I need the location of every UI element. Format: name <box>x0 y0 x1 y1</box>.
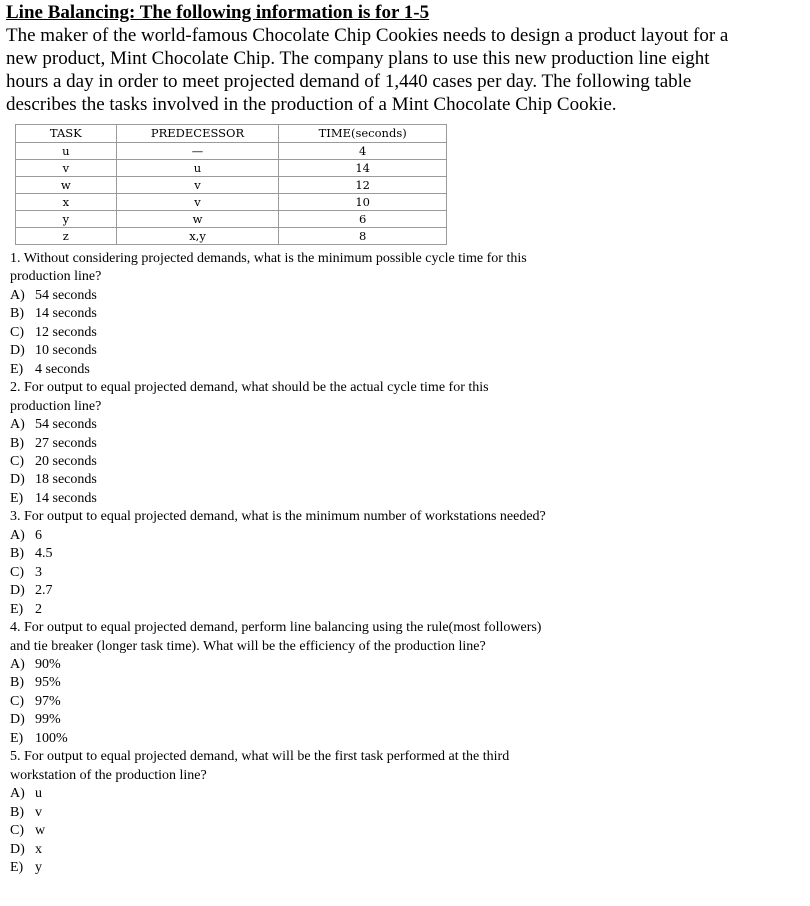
answer-option <box>10 342 650 360</box>
question-text: 2. For output to equal projected demand, what should be the actual cycle time for this <box>10 380 489 396</box>
question-text: 1. Without considering projected demands, what is the minimum possible cycle time for this <box>10 251 527 266</box>
answer-option <box>10 582 650 600</box>
option-letter: E) <box>10 601 24 617</box>
answer-option <box>10 693 650 711</box>
answer-option <box>10 859 650 877</box>
option-text: w <box>35 823 46 839</box>
question-text: production line? <box>10 269 102 285</box>
answer-option <box>10 527 650 545</box>
question-4 <box>10 619 650 748</box>
cell-time: 10 <box>279 194 447 211</box>
answer-option <box>10 656 650 674</box>
answer-option <box>10 711 650 729</box>
table-header-row <box>16 125 447 143</box>
cell-task: x <box>16 194 117 211</box>
option-text: 95% <box>35 675 61 691</box>
option-letter: D) <box>10 712 25 728</box>
question-text: 4. For output to equal projected demand, perform line balancing using the rule(most followers) <box>10 620 542 636</box>
cell-task: z <box>16 228 117 245</box>
option-text: x <box>35 841 42 857</box>
cell-time: 6 <box>279 211 447 228</box>
option-letter: C) <box>10 693 24 709</box>
answer-option <box>10 804 650 822</box>
option-text: v <box>35 804 42 820</box>
table-row <box>16 143 447 160</box>
option-letter: A) <box>10 786 25 802</box>
option-text: 4.5 <box>35 546 53 562</box>
question-5 <box>10 748 650 877</box>
option-text: 3 <box>35 564 42 580</box>
option-letter: B) <box>10 306 24 322</box>
answer-option <box>10 305 650 323</box>
option-text: 27 seconds <box>35 435 97 451</box>
answer-option <box>10 287 650 305</box>
intro-line: The maker of the world-famous Chocolate Chip Cookies needs to design a product layout for a <box>6 25 729 46</box>
option-letter: B) <box>10 804 24 820</box>
answer-option <box>10 435 650 453</box>
cell-predecessor: v <box>116 194 279 211</box>
cell-predecessor: v <box>116 177 279 194</box>
option-text: 14 seconds <box>35 306 97 322</box>
option-letter: D) <box>10 472 25 488</box>
answer-option <box>10 601 650 619</box>
cell-time: 8 <box>279 228 447 245</box>
answer-option <box>10 471 650 489</box>
question-text: and tie breaker (longer task time). What will be the efficiency of the production line? <box>10 638 486 654</box>
option-letter: C) <box>10 453 24 469</box>
option-text: 54 seconds <box>35 417 97 433</box>
answer-option <box>10 453 650 471</box>
option-text: u <box>35 786 42 802</box>
answer-option <box>10 785 650 803</box>
column-header-predecessor: PREDECESSOR <box>116 125 279 143</box>
option-letter: A) <box>10 656 25 672</box>
task-table <box>15 124 447 245</box>
intro-line: describes the tasks involved in the production of a Mint Chocolate Chip Cookie. <box>6 94 617 115</box>
cell-predecessor: x,y <box>116 228 279 245</box>
answer-option <box>10 490 650 508</box>
answer-option <box>10 324 650 342</box>
answer-option <box>10 564 650 582</box>
intro-line: new product, Mint Chocolate Chip. The company plans to use this new production line eight <box>6 48 710 69</box>
option-text: 90% <box>35 656 61 672</box>
cell-task: v <box>16 160 117 177</box>
option-text: 14 seconds <box>35 490 97 506</box>
option-letter: B) <box>10 435 24 451</box>
option-text: 2 <box>35 601 42 617</box>
option-text: 2.7 <box>35 583 53 599</box>
answer-option <box>10 361 650 379</box>
option-letter: D) <box>10 583 25 599</box>
option-letter: B) <box>10 675 24 691</box>
option-text: 99% <box>35 712 61 728</box>
option-letter: C) <box>10 823 24 839</box>
question-text: 3. For output to equal projected demand, what is the minimum number of workstations needed? <box>10 509 546 525</box>
option-letter: D) <box>10 343 25 359</box>
option-letter: C) <box>10 564 24 580</box>
intro-line: hours a day in order to meet projected demand of 1,440 cases per day. The following table <box>6 71 692 92</box>
cell-predecessor: w <box>116 211 279 228</box>
option-letter: E) <box>10 361 24 377</box>
cell-task: w <box>16 177 117 194</box>
cell-time: 12 <box>279 177 447 194</box>
option-text: 97% <box>35 693 61 709</box>
option-letter: E) <box>10 490 24 506</box>
answer-option <box>10 730 650 748</box>
table-row <box>16 160 447 177</box>
cell-predecessor: u <box>116 160 279 177</box>
table-row <box>16 194 447 211</box>
answer-option <box>10 545 650 563</box>
option-letter: A) <box>10 527 25 543</box>
answer-option <box>10 416 650 434</box>
option-letter: A) <box>10 287 25 303</box>
question-3 <box>10 508 650 619</box>
question-text: 5. For output to equal projected demand, what will be the first task performed at the third <box>10 749 510 765</box>
cell-task: u <box>16 143 117 160</box>
question-text: workstation of the production line? <box>10 767 207 783</box>
table-row <box>16 228 447 245</box>
option-text: 4 seconds <box>35 361 90 377</box>
question-2 <box>10 379 650 508</box>
section-heading: Line Balancing: The following information is for 1-5 <box>6 2 430 23</box>
question-list <box>10 250 650 877</box>
option-text: 20 seconds <box>35 453 97 469</box>
option-letter: B) <box>10 546 24 562</box>
option-text: 100% <box>35 730 68 746</box>
option-letter: E) <box>10 730 24 746</box>
cell-task: y <box>16 211 117 228</box>
cell-time: 14 <box>279 160 447 177</box>
intro-paragraph <box>6 24 796 116</box>
column-header-time: TIME(seconds) <box>279 125 447 143</box>
option-letter: C) <box>10 324 24 340</box>
answer-option <box>10 822 650 840</box>
option-text: 6 <box>35 527 42 543</box>
option-letter: D) <box>10 841 25 857</box>
table-row <box>16 211 447 228</box>
cell-predecessor: — <box>116 143 279 160</box>
option-letter: A) <box>10 417 25 433</box>
column-header-task: TASK <box>16 125 117 143</box>
table-row <box>16 177 447 194</box>
answer-option <box>10 674 650 692</box>
option-text: 54 seconds <box>35 287 97 303</box>
option-text: y <box>35 859 42 875</box>
question-text: production line? <box>10 398 102 414</box>
option-text: 12 seconds <box>35 324 97 340</box>
cell-time: 4 <box>279 143 447 160</box>
question-1 <box>10 250 650 379</box>
option-text: 10 seconds <box>35 343 97 359</box>
option-text: 18 seconds <box>35 472 97 488</box>
option-letter: E) <box>10 859 24 875</box>
answer-option <box>10 841 650 859</box>
